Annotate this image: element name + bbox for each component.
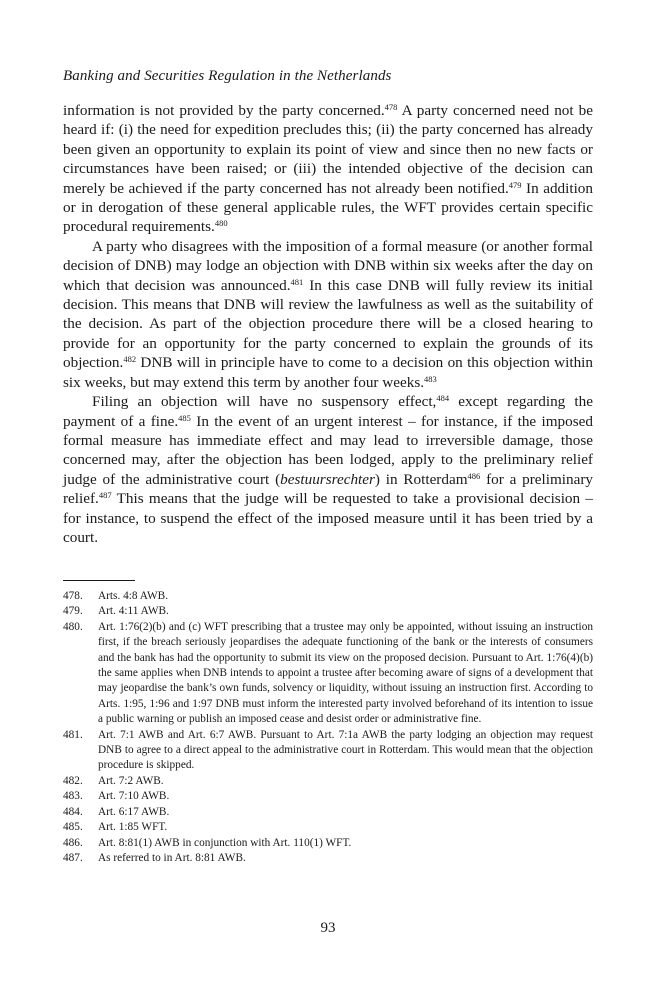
- footnote-ref[interactable]: 480: [214, 218, 228, 229]
- footnote-ref[interactable]: 484: [436, 393, 450, 404]
- footnote-number: 486.: [63, 836, 83, 849]
- paragraph-2: [63, 237, 593, 392]
- text-span: information is not provided by the party concerned.: [63, 102, 385, 119]
- footnote: [63, 805, 593, 820]
- paragraph-3: [63, 392, 593, 547]
- footnote-ref[interactable]: 479: [508, 179, 522, 190]
- footnote-text: Art. 6:17 AWB.: [98, 805, 170, 818]
- footnote: [63, 620, 593, 728]
- footnote-text: Art. 1:76(2)(b) and (c) WFT prescribing that a trustee may only be appointed, without issuing an instruction first, if the breach seriously jeopardises the adequate functioning of the bank or the interests of consumers and the bank has had the opportunity to submit its view on the proposed decision. Pursuant to Art. 1:76(4)(b) the same applies when DNB intends to appoint a trustee after becoming aware of signs of a development that may jeopardise the bank’s own funds, solvency or liquidity, without issuing an instruction first. According to Arts. 1:95, 1:96 and 1:97 DNB must inform the interested party involved beforehand of its intention to issue a public warning or publish an imposed cease and desist order or administrative fine.: [98, 620, 593, 726]
- footnote-number: 479.: [63, 605, 83, 618]
- footnote: [63, 851, 593, 866]
- footnote-text: Art. 4:11 AWB.: [98, 605, 169, 618]
- footnote: [63, 789, 593, 804]
- footnote-text: Art. 7:10 AWB.: [98, 790, 170, 803]
- text-span: A party concerned need not be heard if: (i) the need for expedition precludes this; (ii) the party concerned has already been given an opportunity to explain its point of view and since then no new facts or circumstances have been raised; or (iii) the intended objective of the decision can merely be achieved if the party concerned has not already been notified.: [63, 102, 593, 197]
- text-span: In the event of an urgent interest – for instance, if the imposed formal measure has immediate effect and may lead to irreversible damage, those concerned may, after the objection has been lodged, apply to the preliminary relief judge of the administrative court (: [63, 412, 593, 488]
- footnote-ref[interactable]: 478: [384, 102, 398, 112]
- footnote-ref[interactable]: 487: [98, 490, 112, 501]
- text-span: In addition or in derogation of these general applicable rules, the WFT provides certain specific procedural requirements.: [63, 179, 593, 236]
- footnote-number: 482.: [63, 774, 83, 787]
- footnote-ref[interactable]: 486: [467, 470, 481, 481]
- text-span: except regarding the payment of a fine.: [63, 393, 593, 430]
- footnote-number: 484.: [63, 805, 83, 818]
- text-span: This means that the judge will be requested to take a provisional decision – for instance, to suspend the effect of the imposed measure until it has been tried by a court.: [63, 490, 593, 546]
- footnote-text: Art. 7:2 AWB.: [98, 774, 164, 787]
- footnotes: [63, 589, 593, 866]
- footnote-number: 487.: [63, 851, 83, 864]
- footnote-number: 483.: [63, 790, 83, 803]
- paragraph-1: [63, 101, 593, 237]
- footnote-ref[interactable]: 481: [290, 276, 304, 287]
- italic-term: bestuursrechter: [280, 470, 375, 488]
- footnote-number: 480.: [63, 620, 83, 633]
- footnote-ref[interactable]: 485: [178, 412, 191, 423]
- text-span: A party who disagrees with the imposition of a formal measure (or another formal decision of DNB) may lodge an objection with DNB within six weeks after the day on which that decision was announced.: [63, 237, 593, 294]
- footnote-text: Arts. 4:8 AWB.: [98, 590, 169, 602]
- footnote-text: As referred to in Art. 8:81 AWB.: [98, 851, 246, 864]
- page-number: 93: [320, 920, 336, 936]
- footnote: [63, 820, 593, 835]
- footnote: [63, 589, 593, 604]
- footnote: [63, 774, 593, 789]
- footnote-text: Art. 1:85 WFT.: [98, 821, 168, 834]
- footnote-separator: [63, 580, 135, 581]
- footnote-text: Art. 7:1 AWB and Art. 6:7 AWB. Pursuant to Art. 7:1a AWB the party lodging an objection may request DNB to agree to a direct appeal to the administrative court in Rotterdam. This would mean that the objection procedure is skipped.: [98, 728, 593, 772]
- footnote-ref[interactable]: 482: [123, 354, 137, 365]
- text-span: for a preliminary relief.: [63, 470, 594, 508]
- footnote: [63, 836, 593, 851]
- footnote-number: 485.: [63, 821, 83, 834]
- footnote-text: Art. 8:81(1) AWB in conjunction with Art. 110(1) WFT.: [98, 836, 352, 849]
- text-span: ) in Rotterdam: [374, 470, 468, 488]
- body-text: [63, 101, 593, 547]
- footnote-ref[interactable]: 483: [424, 373, 437, 384]
- footnote: [63, 728, 593, 774]
- text-span: In this case DNB will fully review its initial decision. This means that DNB will review the lawfulness as well as the suitability of the decision. As part of the objection procedure there will be a closed hearing to provide for an opportunity for the party concerned to explain the grounds of its objection.: [63, 276, 593, 372]
- running-head: Banking and Securities Regulation in the Netherlands: [63, 68, 392, 84]
- footnote-number: 481.: [63, 728, 83, 741]
- text-span: Filing an objection will have no suspensory effect,: [92, 393, 437, 411]
- text-span: DNB will in principle have to come to a decision on this objection within six weeks, but may extend this term by another four weeks.: [63, 354, 593, 391]
- footnote-number: 478.: [63, 590, 83, 602]
- footnote: [63, 604, 593, 619]
